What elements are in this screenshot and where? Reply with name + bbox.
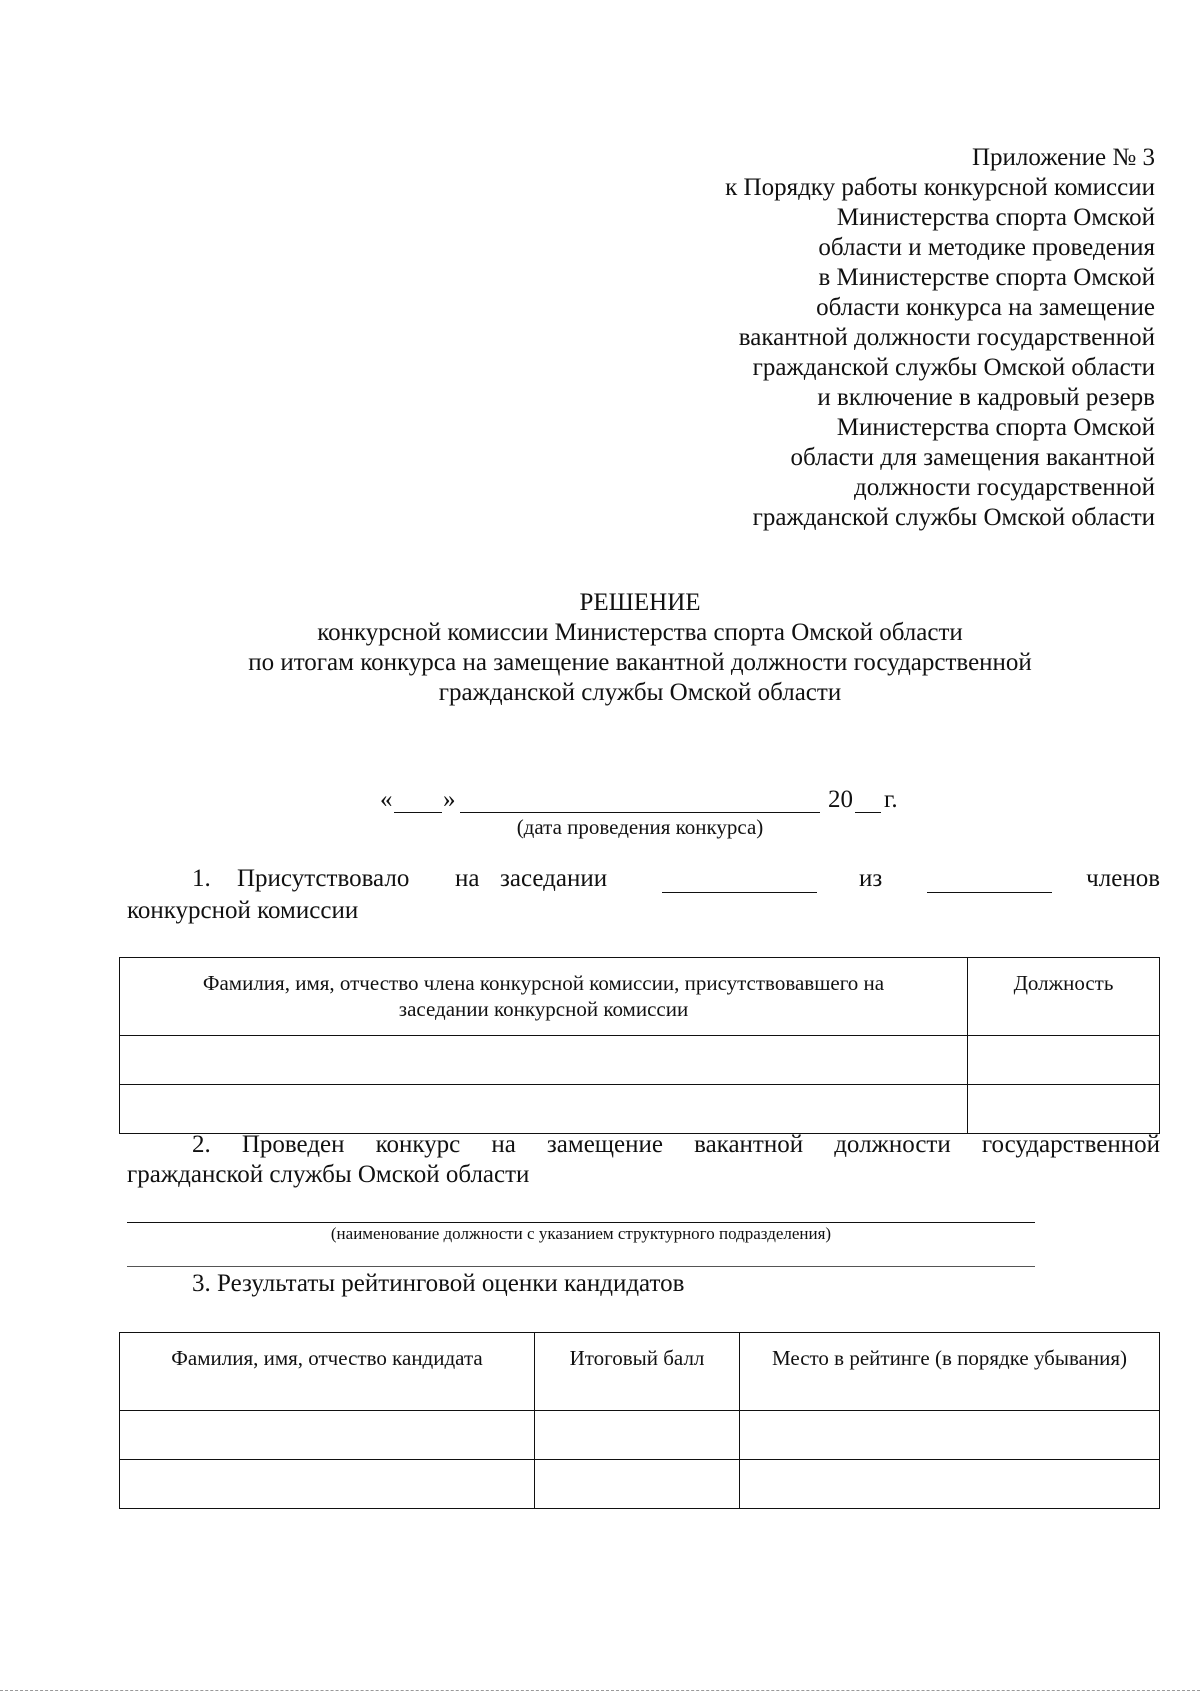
scan-edge-line <box>0 1690 1200 1691</box>
appendix-line: области и методике проведения <box>818 234 1155 261</box>
month-blank <box>460 812 820 813</box>
table-row <box>120 1036 1160 1085</box>
member-name-cell[interactable] <box>120 1085 968 1134</box>
year-prefix: 20 <box>828 786 853 813</box>
final-score-cell[interactable] <box>535 1460 740 1509</box>
position-caption: (наименование должности с указанием структурного подразделения) <box>330 1224 832 1243</box>
appendix-line: Министерства спорта Омской <box>836 414 1155 441</box>
item-1-from: из <box>859 865 883 892</box>
item-3-heading: 3. Результаты рейтинговой оценки кандидатов <box>192 1270 685 1297</box>
member-position-cell[interactable] <box>968 1036 1160 1085</box>
item-2-first-line: 2. Проведен конкурс на замещение вакантной должности государственной <box>192 1131 1160 1158</box>
year-blank <box>855 812 881 813</box>
table-row <box>120 1460 1160 1509</box>
decision-subtitle-line: конкурсной комиссии Министерства спорта Омской области <box>317 619 963 646</box>
appendix-line: области для замещения вакантной <box>790 444 1155 471</box>
date-line <box>0 782 1200 812</box>
decision-title-block <box>120 588 1160 708</box>
header-cell-rank: Место в рейтинге (в порядке убывания) <box>740 1333 1160 1411</box>
header-cell-member-name: Фамилия, имя, отчество члена конкурсной комиссии, присутствовавшего на заседании конкурсной комиссии <box>120 958 968 1036</box>
item-1-number: 1. <box>192 865 211 892</box>
table-row <box>120 1411 1160 1460</box>
appendix-line: гражданской службы Омской области <box>752 504 1155 531</box>
total-count-blank <box>927 892 1052 893</box>
year-suffix: г. <box>884 786 898 813</box>
date-close-quote: » <box>443 786 456 813</box>
candidate-name-cell[interactable] <box>120 1460 535 1509</box>
table-row <box>120 1085 1160 1134</box>
table-header-row <box>120 958 1160 1036</box>
date-caption: (дата проведения конкурса) <box>516 815 764 839</box>
final-score-cell[interactable] <box>535 1411 740 1460</box>
decision-heading: РЕШЕНИЕ <box>579 589 701 616</box>
header-cell-position: Должность <box>968 958 1160 1036</box>
table-header-row <box>120 1333 1160 1411</box>
item-1-second-line: конкурсной комиссии <box>127 897 359 924</box>
position-name-blank <box>127 1222 1035 1223</box>
appendix-line: к Порядку работы конкурсной комиссии <box>725 174 1155 201</box>
decision-subtitle-line: по итогам конкурса на замещение вакантной должности государственной <box>248 649 1032 676</box>
member-position-cell[interactable] <box>968 1085 1160 1134</box>
item-2 <box>127 1130 1160 1190</box>
members-table <box>119 957 1160 1134</box>
item-2-second-line: гражданской службы Омской области <box>127 1161 530 1188</box>
rank-cell[interactable] <box>740 1460 1160 1509</box>
present-count-blank <box>662 892 817 893</box>
appendix-line: должности государственной <box>854 474 1155 501</box>
item-1-word: заседании <box>500 865 608 892</box>
appendix-block <box>595 143 1155 533</box>
rating-table <box>119 1332 1160 1509</box>
item-1-word: Присутствовало <box>237 865 410 892</box>
item-1-members: членов <box>1086 865 1160 892</box>
item-1-word: на <box>455 865 480 892</box>
appendix-line: и включение в кадровый резерв <box>817 384 1155 411</box>
rank-cell[interactable] <box>740 1411 1160 1460</box>
header-cell-final-score: Итоговый балл <box>535 1333 740 1411</box>
appendix-line: Министерства спорта Омской <box>836 204 1155 231</box>
position-name-blank-2 <box>127 1266 1035 1267</box>
item-1 <box>127 860 1160 930</box>
decision-subtitle-line: гражданской службы Омской области <box>438 679 842 706</box>
day-blank <box>394 812 442 813</box>
appendix-line: области конкурса на замещение <box>816 294 1155 321</box>
header-cell-candidate-name: Фамилия, имя, отчество кандидата <box>120 1333 535 1411</box>
appendix-line: в Министерстве спорта Омской <box>818 264 1155 291</box>
member-name-cell[interactable] <box>120 1036 968 1085</box>
appendix-line: Приложение № 3 <box>971 144 1155 171</box>
date-open-quote: « <box>380 786 393 813</box>
appendix-line: гражданской службы Омской области <box>752 354 1155 381</box>
appendix-line: вакантной должности государственной <box>738 324 1155 351</box>
candidate-name-cell[interactable] <box>120 1411 535 1460</box>
